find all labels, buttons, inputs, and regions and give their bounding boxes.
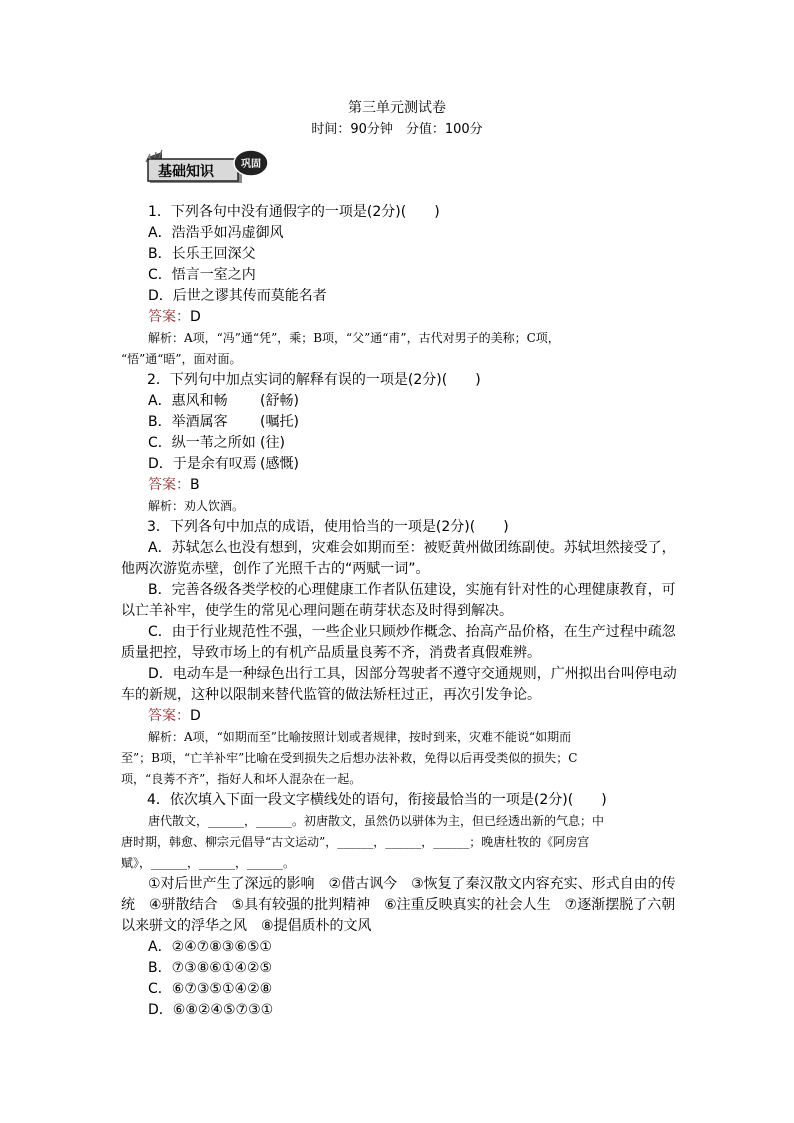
exam-meta: 时间：90分钟 分值：100分 bbox=[311, 122, 483, 137]
q3-paragraph-line: 以亡羊补牢，使学生的常见心理问题在萌芽状态及时得到解决。 bbox=[121, 603, 513, 619]
q4-choices-line: 以来骈文的浮华之风 ⑧提倡质朴的文风 bbox=[121, 918, 372, 934]
q2-option-c bbox=[121, 433, 673, 454]
option-text: D．于是余有叹焉 bbox=[148, 456, 257, 472]
section-banner bbox=[144, 146, 272, 186]
q3-stem: 3．下列各句中加点的成语，使用恰当的一项是(2分)( ) bbox=[147, 519, 509, 535]
answer-value: D bbox=[190, 708, 201, 724]
option-gloss: (感慨) bbox=[260, 456, 299, 472]
q3-analysis-line: 至”；B项，“亡羊补牢”比喻在受到损失之后想办法补救，免得以后再受类似的损失；C bbox=[121, 751, 578, 765]
option-gloss: (往) bbox=[260, 435, 285, 451]
q2-option-a bbox=[121, 391, 673, 412]
q3-paragraph-line: 他两次游览赤壁，创作了光照千古的“两赋一词”。 bbox=[121, 561, 430, 577]
q1-analysis-line: 解析：A项，“冯”通“凭”，乘；B项，“父”通“甫”，古代对男子的美称；C项， bbox=[148, 331, 560, 345]
q1-option-c: C．悟言一室之内 bbox=[148, 267, 256, 283]
q3-paragraph-line: A．苏轼怎么也没有想到，灾难会如期而至：被贬黄州做团练副使。苏轼坦然接受了， bbox=[148, 540, 676, 556]
q3-paragraph-line: C．由于行业规范性不强，一些企业只顾炒作概念、抬高产品价格，在生产过程中疏忽 bbox=[148, 624, 676, 640]
q1-option-b: B．长乐王回深父 bbox=[148, 246, 256, 262]
option-gloss: (嘱托) bbox=[260, 414, 299, 430]
banner-label: 基础知识 bbox=[158, 164, 214, 180]
q3-paragraph-line: 质量把控，导致市场上的有机产品质量良莠不齐，消费者真假难辨。 bbox=[121, 645, 541, 661]
q2-option-b bbox=[121, 412, 673, 433]
q4-passage-line: 唐代散文，______，______。初唐散文，虽然仍以骈体为主，但已经透出新的气息；中 bbox=[148, 814, 605, 828]
q4-passage-line: 唐时期，韩愈、柳宗元倡导“古文运动”，______，______，______；晚唐杜牧的《阿房宫 bbox=[121, 835, 590, 849]
q4-choices-line: 统 ④骈散结合 ⑤具有较强的批判精神 ⑥注重反映真实的社会人生 ⑦逐渐摆脱了六朝 bbox=[121, 897, 676, 913]
q3-answer bbox=[121, 706, 673, 727]
questions bbox=[121, 202, 677, 1021]
q1-option-a: A．浩浩乎如冯虚御风 bbox=[148, 225, 284, 241]
option-text: A．惠风和畅 bbox=[148, 393, 228, 409]
q4-passage-line: 赋》，______，______，______。 bbox=[121, 856, 296, 870]
q2-answer bbox=[121, 475, 673, 496]
q3-analysis-line: 项，“良莠不齐”，指好人和坏人混杂在一起。 bbox=[121, 772, 362, 786]
q4-option-b: B．⑦③⑧⑥①④②⑤ bbox=[148, 960, 273, 976]
q4-option-c: C．⑥⑦③⑤①④②⑧ bbox=[148, 981, 273, 997]
answer-value: D bbox=[190, 309, 201, 325]
answer-value: B bbox=[190, 477, 200, 493]
q4-stem: 4．依次填入下面一段文字横线处的语句，衔接最恰当的一项是(2分)( ) bbox=[147, 792, 607, 808]
q4-choices-line: ①对后世产生了深远的影响 ②借古讽今 ③恢复了秦汉散文内容充实、形式自由的传 bbox=[148, 876, 676, 892]
answer-label: 答案： bbox=[148, 309, 190, 325]
option-text: C．纵一苇之所如 bbox=[148, 435, 256, 451]
q4-option-a: A．②④⑦⑧③⑥⑤① bbox=[148, 939, 272, 955]
option-text: B．举酒属客 bbox=[148, 414, 228, 430]
q3-paragraph-line: B．完善各级各类学校的心理健康工作者队伍建设，实施有针对性的心理健康教育，可 bbox=[148, 582, 676, 598]
q1-answer bbox=[121, 307, 673, 328]
q2-option-d bbox=[121, 454, 673, 475]
q3-paragraph-line: 车的新规，这种以限制来替代监管的做法矫枉过正，再次引发争论。 bbox=[121, 687, 541, 703]
q1-stem: 1．下列各句中没有通假字的一项是(2分)( ) bbox=[148, 204, 440, 220]
q2-analysis: 解析：劝人饮酒。 bbox=[148, 499, 245, 513]
q1-analysis-line: “悟”通“晤”，面对面。 bbox=[121, 352, 242, 366]
banner-badge: 巩固 bbox=[241, 159, 261, 170]
q1-option-d: D．后世之谬其传而莫能名者 bbox=[148, 288, 327, 304]
answer-label: 答案： bbox=[148, 477, 190, 493]
q3-paragraph-line: D．电动车是一种绿色出行工具，因部分驾驶者不遵守交通规则，广州拟出台叫停电动 bbox=[148, 666, 677, 682]
answer-label: 答案： bbox=[148, 708, 190, 724]
q4-option-d: D．⑥⑧②④⑤⑦③① bbox=[148, 1002, 274, 1018]
page-title: 第三单元测试卷 bbox=[348, 100, 446, 116]
q3-analysis-line: 解析：A项，“如期而至”比喻按照计划或者规律，按时到来，灾难不能说“如期而 bbox=[148, 730, 572, 744]
option-gloss: (舒畅) bbox=[260, 393, 299, 409]
q2-stem: 2．下列句中加点实词的解释有误的一项是(2分)( ) bbox=[147, 372, 481, 388]
